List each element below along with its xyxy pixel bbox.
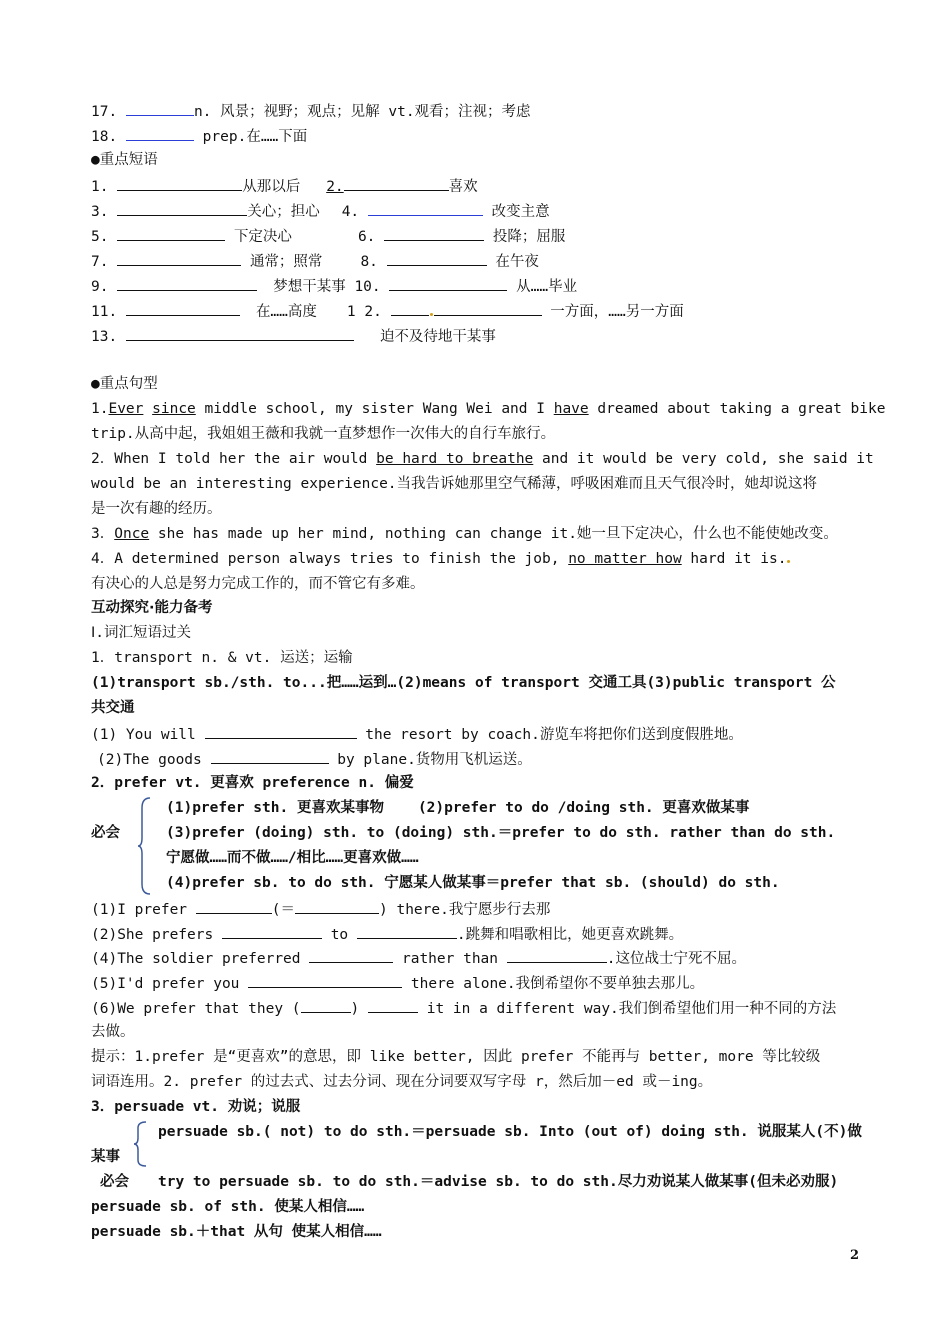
- sentence-4: 4．A determined person always tries to finish the job, no matter how hard it is.: [91, 550, 861, 568]
- answer-blank[interactable]: [295, 899, 379, 914]
- sentence-2-end: 是一次有趣的经历。: [91, 501, 222, 517]
- answer-blank[interactable]: [434, 301, 542, 316]
- answer-blank[interactable]: [117, 226, 225, 241]
- prefer-tip-cont: 词语连用。2. prefer 的过去式、过去分词、现在分词要双写字母 r，然后加－ed 或－ing。: [91, 1074, 713, 1090]
- answer-blank[interactable]: [196, 899, 272, 914]
- phrase-row: 11. 在……高度 1 2. 一方面，……另一方面: [91, 301, 861, 321]
- sentence-4-translation: 有决心的人总是努力完成工作的，而不管它有多难。: [91, 576, 425, 592]
- transport-rule: (1)transport sb./sth. to...把……运到…(2)means of transport 交通工具(3)public transport 公: [91, 675, 836, 691]
- answer-blank[interactable]: [507, 948, 607, 963]
- answer-blank[interactable]: [205, 724, 357, 739]
- answer-blank[interactable]: [368, 201, 483, 216]
- sentence-2: 2．When I told her the air would be hard to breathe and it would be very cold, she said it: [91, 451, 874, 467]
- sentences-heading: ●重点句型: [91, 376, 158, 392]
- answer-blank[interactable]: [117, 276, 257, 291]
- transport-heading: 1．transport n. & vt. 运送；运输: [91, 650, 353, 666]
- prefer-rule-4: (4)prefer sb. to do sth. 宁愿某人做某事＝prefer that sb. (should) do sth.: [166, 875, 780, 891]
- prefer-exercise-6: (6)We prefer that they ( ) it in a different way.我们倒希望他们用一种不同的方法: [91, 998, 861, 1018]
- persuade-heading: 3．persuade vt. 劝说；说服: [91, 1099, 301, 1115]
- phrase-row: 5. 下定决心 6. 投降；屈服: [91, 226, 861, 246]
- prefer-exercise-2: (2)She prefers to .跳舞和唱歌相比，她更喜欢跳舞。: [91, 924, 861, 944]
- persuade-rule-4: persuade sb.＋that 从句 使某人相信……: [91, 1224, 382, 1240]
- transport-rule-cont: 共交通: [91, 700, 135, 716]
- answer-blank[interactable]: [344, 176, 449, 191]
- answer-blank[interactable]: [222, 924, 322, 939]
- prefer-tip: 提示：1.prefer 是“更喜欢”的意思，即 like better, 因此 prefer 不能再与 better, more 等比较级: [91, 1049, 821, 1065]
- answer-blank[interactable]: [357, 924, 457, 939]
- answer-blank[interactable]: [387, 251, 487, 266]
- prefer-exercise-4: (4)The soldier preferred rather than .这位战士宁死不屈。: [91, 948, 861, 968]
- prefer-rule-3: (3)prefer (doing) sth. to (doing) sth.＝prefer to do sth. rather than do sth.: [166, 825, 836, 841]
- sentence-1-translation: trip.从高中起，我姐姐王薇和我就一直梦想作一次伟大的自行车旅行。: [91, 426, 556, 442]
- persuade-rule-1: persuade sb.( not) to do sth.＝persuade sb. Into (out of) doing sth. 说服某人(不)做: [158, 1124, 862, 1140]
- answer-blank[interactable]: [117, 176, 242, 191]
- answer-blank[interactable]: [126, 326, 354, 341]
- prefer-rule-3-cn: 宁愿做……而不做……/相比……更喜欢做……: [166, 850, 419, 866]
- persuade-rule-1-cont: 某事: [91, 1149, 120, 1165]
- phrase-row: 13. 迫不及待地干某事: [91, 326, 861, 346]
- page-number: 2: [849, 1248, 859, 1263]
- sentence-1: 1.Ever since middle school, my sister Wang Wei and I have dreamed about taking a great bike: [91, 401, 886, 417]
- prefer-exercise-1: (1)I prefer (＝ ) there.我宁愿步行去那: [91, 899, 861, 919]
- answer-blank[interactable]: [126, 101, 194, 116]
- phrase-row: 3. 关心；担心 4. 改变主意: [91, 201, 861, 221]
- persuade-bihui: 必会: [100, 1174, 129, 1190]
- phrase-row: 1. 从那以后 2. 喜欢: [91, 176, 861, 196]
- transport-exercise-1: (1) You will the resort by coach.游览车将把你们送到度假胜地。: [91, 724, 861, 744]
- phrase-row: 7. 通常；照常 8. 在午夜: [91, 251, 861, 271]
- section-title: 互动探究·能力备考: [91, 600, 213, 616]
- prefer-exercise-6-cont: 去做。: [91, 1024, 135, 1040]
- answer-blank[interactable]: [126, 126, 194, 141]
- answer-blank[interactable]: [301, 998, 351, 1013]
- answer-blank[interactable]: [389, 276, 507, 291]
- prefer-rule-1: (1)prefer sth. 更喜欢某事物 (2)prefer to do /doing sth. 更喜欢做某事: [166, 800, 750, 816]
- answer-blank[interactable]: [117, 201, 247, 216]
- phrase-row: 9. 梦想干某事 10. 从……毕业: [91, 276, 861, 296]
- answer-blank[interactable]: [384, 226, 484, 241]
- phrases-heading: ●重点短语: [91, 152, 158, 168]
- prefer-heading: 2．prefer vt. 更喜欢 preference n. 偏爱: [91, 775, 414, 791]
- section-subtitle: Ⅰ.词汇短语过关: [91, 625, 192, 641]
- sentence-2-cont: would be an interesting experience.当我告诉她那里空气稀薄，呼吸困难而且天气很冷时，她却说这将: [91, 476, 818, 492]
- left-brace-icon: [138, 796, 152, 896]
- prefer-exercise-5: (5)I'd prefer you there alone.我倒希望你不要单独去那儿。: [91, 973, 861, 993]
- answer-blank[interactable]: [117, 251, 241, 266]
- persuade-rule-3: persuade sb. of sth. 使某人相信……: [91, 1199, 365, 1215]
- vocab-line-17: 17. n. 风景；视野；观点；见解 vt.观看；注视；考虑: [91, 101, 861, 121]
- transport-exercise-2: (2)The goods by plane.货物用飞机运送。: [97, 749, 867, 769]
- prefer-bihui: 必会: [91, 825, 120, 841]
- answer-blank[interactable]: [309, 948, 393, 963]
- answer-blank[interactable]: [368, 998, 418, 1013]
- answer-blank[interactable]: [391, 301, 429, 316]
- answer-blank[interactable]: [126, 301, 240, 316]
- answer-blank[interactable]: [248, 973, 402, 988]
- vocab-line-18: 18. prep.在……下面: [91, 126, 861, 146]
- persuade-rule-2: try to persuade sb. to do sth.＝advise sb. to do sth.尽力劝说某人做某事(但未必劝服): [158, 1174, 839, 1190]
- answer-blank[interactable]: [211, 749, 329, 764]
- sentence-3: 3．Once she has made up her mind, nothing can change it.她一旦下定决心，什么也不能使她改变。: [91, 526, 838, 542]
